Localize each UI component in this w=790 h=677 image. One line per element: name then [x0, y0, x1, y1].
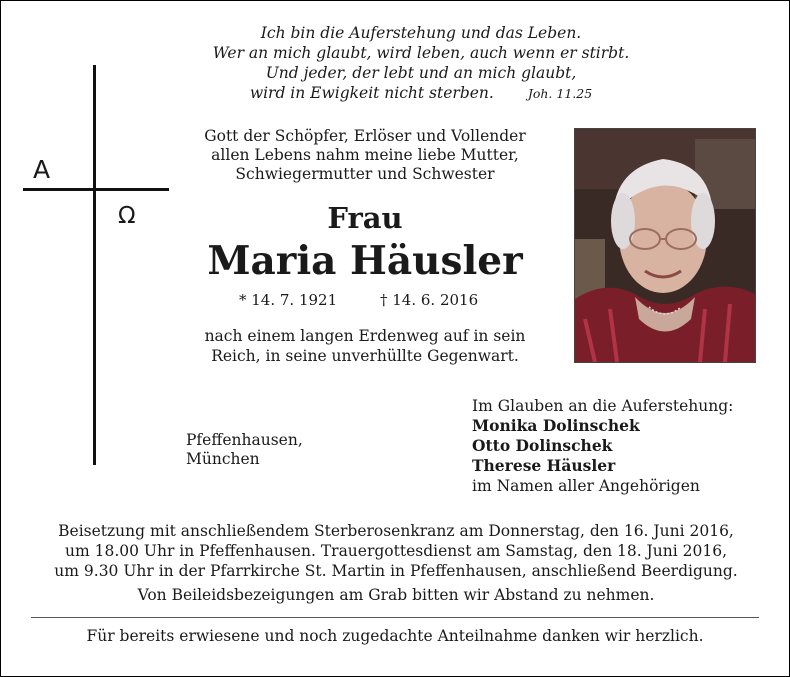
intro-line: allen Lebens nahm meine liebe Mutter,: [211, 146, 519, 164]
location-line: Pfeffenhausen,: [186, 431, 303, 449]
bible-verse: [181, 23, 661, 104]
verse-line: Ich bin die Auferstehung und das Leben.: [260, 24, 582, 42]
closing-line: nach einem langen Erdenweg auf in sein: [204, 327, 526, 345]
deceased-name: Maria Häusler: [207, 238, 523, 284]
verse-line: Wer an mich glaubt, wird leben, auch wenn er stirbt.: [212, 44, 630, 62]
mourner-name: Monika Dolinschek: [472, 416, 640, 435]
announcement-intro: [181, 127, 549, 184]
portrait-photo: [574, 128, 756, 363]
mourners-block: [472, 396, 733, 496]
intro-line: Gott der Schöpfer, Erlöser und Vollender: [204, 127, 526, 145]
funeral-line: Beisetzung mit anschließendem Sterberosenkranz am Donnerstag, den 16. Juni 2016,: [58, 522, 734, 540]
verse-line: wird in Ewigkeit nicht sterben.: [249, 84, 494, 102]
alpha-symbol: A: [33, 155, 51, 184]
intro-line: Schwiegermutter und Schwester: [235, 165, 495, 183]
cross-horizontal-beam: [23, 188, 169, 191]
salutation: Frau: [327, 201, 403, 235]
location: [186, 431, 303, 469]
faith-line: Im Glauben an die Auferstehung:: [472, 397, 734, 415]
divider: [31, 617, 759, 618]
mourners-suffix: im Namen aller Angehörigen: [472, 477, 700, 495]
birth-date: * 14. 7. 1921: [239, 291, 338, 309]
death-date: † 14. 6. 2016: [380, 291, 479, 309]
closing-text: [181, 326, 549, 366]
omega-symbol: Ω: [118, 203, 136, 229]
funeral-details: [31, 521, 761, 605]
cross-vertical-beam: [93, 65, 96, 465]
location-line: München: [186, 450, 260, 468]
verse-line: Und jeder, der lebt und an mich glaubt,: [265, 64, 577, 82]
thanks-line: Für bereits erwiesene und noch zugedachte Anteilnahme danken wir herzlich.: [86, 627, 704, 645]
closing-line: Reich, in seine unverhüllte Gegenwart.: [211, 347, 519, 365]
verse-line-last: [181, 83, 661, 104]
mourner-name: Therese Häusler: [472, 456, 616, 475]
condolence-note: Von Beileidsbezeigungen am Grab bitten wir Abstand zu nehmen.: [137, 586, 655, 604]
verse-reference: Joh. 11.25: [527, 86, 593, 101]
funeral-line: um 9.30 Uhr in der Pfarrkirche St. Martin in Pfeffenhausen, anschließend Beerdigung.: [54, 562, 738, 580]
funeral-line: um 18.00 Uhr in Pfeffenhausen. Trauergottesdienst am Samstag, den 18. Juni 2016,: [64, 542, 727, 560]
mourner-name: Otto Dolinschek: [472, 436, 613, 455]
